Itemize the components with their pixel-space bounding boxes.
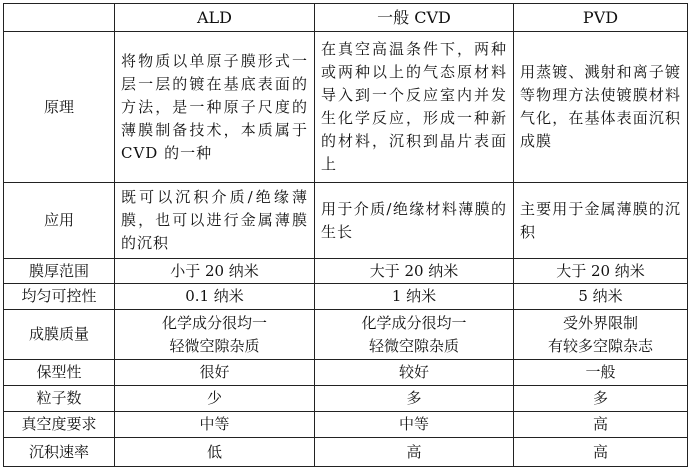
cell-pvd: 5 纳米 [514,284,688,310]
table-row [4,438,688,467]
cell-pvd: 高 [514,438,688,467]
table-row [4,284,688,310]
cell-cvd: 化学成分很均一 轻微空隙杂质 [315,310,514,360]
table-row [4,183,688,259]
cell-pvd: 用蒸镀、溅射和离子镀等物理方法使镀膜材料气化，在基体表面沉积成膜 [514,32,688,183]
row-label: 原理 [4,32,115,183]
cell-ald: 既可以沉积介质/绝缘薄膜，也可以进行金属薄膜的沉积 [115,183,315,259]
cell-pvd: 高 [514,412,688,438]
row-label: 均匀可控性 [4,284,115,310]
cell-cvd: 中等 [315,412,514,438]
row-label: 粒子数 [4,386,115,412]
cell-pvd: 主要用于金属薄膜的沉积 [514,183,688,259]
cell-cvd: 在真空高温条件下，两种或两种以上的气态原材料导入到一个反应室内并发生化学反应，形成一种新的材料，沉积到晶片表面上 [315,32,514,183]
cell-cvd: 用于介质/绝缘材料薄膜的生长 [315,183,514,259]
comparison-table [3,3,688,467]
cell-cvd: 多 [315,386,514,412]
table-row [4,360,688,386]
row-label: 膜厚范围 [4,259,115,284]
cell-ald: 小于 20 纳米 [115,259,315,284]
header-row [4,4,688,32]
table-row [4,310,688,360]
row-label: 真空度要求 [4,412,115,438]
row-label: 成膜质量 [4,310,115,360]
table-row [4,259,688,284]
row-label: 保型性 [4,360,115,386]
cell-ald: 少 [115,386,315,412]
cell-ald: 将物质以单原子膜形式一层一层的镀在基底表面的方法，是一种原子尺度的薄膜制备技术，本质属于 CVD 的一种 [115,32,315,183]
cell-cvd: 1 纳米 [315,284,514,310]
header-ald: ALD [115,4,315,32]
cell-cvd: 高 [315,438,514,467]
cell-cvd: 大于 20 纳米 [315,259,514,284]
cell-pvd: 大于 20 纳米 [514,259,688,284]
cell-ald: 0.1 纳米 [115,284,315,310]
header-pvd: PVD [514,4,688,32]
table-row [4,32,688,183]
table-row [4,412,688,438]
cell-cvd: 较好 [315,360,514,386]
cell-pvd: 一般 [514,360,688,386]
header-cvd: 一般 CVD [315,4,514,32]
cell-ald: 化学成分很均一 轻微空隙杂质 [115,310,315,360]
table-row [4,386,688,412]
row-label: 应用 [4,183,115,259]
row-label: 沉积速率 [4,438,115,467]
header-corner [4,4,115,32]
cell-pvd: 受外界限制 有较多空隙杂志 [514,310,688,360]
cell-ald: 很好 [115,360,315,386]
cell-ald: 低 [115,438,315,467]
cell-ald: 中等 [115,412,315,438]
cell-pvd: 多 [514,386,688,412]
